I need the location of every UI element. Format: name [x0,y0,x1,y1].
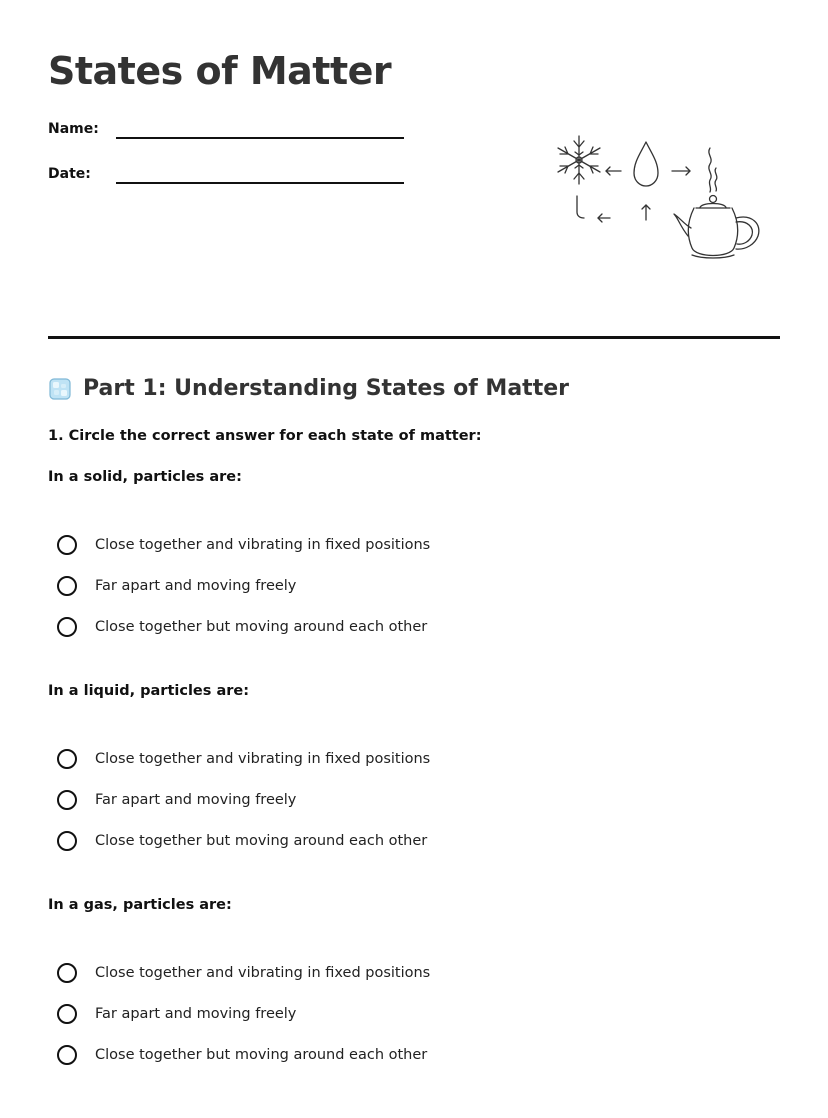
gas-option-2[interactable] [57,1001,296,1027]
gas-option-1[interactable] [57,960,430,986]
steam-icon [709,148,717,192]
option-text: Far apart and moving freely [95,1006,297,1022]
solid-option-3[interactable] [57,614,427,640]
solid-option-2[interactable] [57,573,296,599]
ice-cube-icon [48,377,72,401]
liquid-option-2[interactable] [57,787,296,813]
liquid-group-label: In a liquid, particles are: [48,683,250,699]
radio-circle[interactable] [57,963,77,983]
radio-circle[interactable] [57,1045,77,1065]
date-label: Date: [48,166,91,182]
arrow-left-icon [606,167,621,175]
option-text: Far apart and moving freely [95,792,297,808]
name-input-line[interactable] [116,137,404,139]
arrow-right-icon [672,167,690,175]
liquid-option-3[interactable] [57,828,427,854]
date-field[interactable] [48,158,408,188]
liquid-option-1[interactable] [57,746,430,772]
radio-circle[interactable] [57,1004,77,1024]
part1-title: Part 1: Understanding States of Matter [83,376,569,401]
date-input-line[interactable] [116,182,404,184]
part1-heading [48,372,569,406]
steaming-teapot-icon [674,196,759,259]
gas-option-3[interactable] [57,1042,427,1068]
option-text: Close together but moving around each other [95,1047,428,1063]
curve-arrow-icon [577,196,584,218]
option-text: Close together and vibrating in fixed positions [95,751,431,767]
water-cycle-illustration [552,128,766,268]
section-divider [48,336,780,339]
solid-group-label: In a solid, particles are: [48,469,242,485]
radio-circle[interactable] [57,576,77,596]
radio-circle[interactable] [57,790,77,810]
option-text: Close together but moving around each other [95,619,428,635]
radio-circle[interactable] [57,749,77,769]
solid-option-1[interactable] [57,532,430,558]
option-text: Close together and vibrating in fixed positions [95,537,431,553]
option-text: Far apart and moving freely [95,578,297,594]
water-drop-icon [634,142,658,186]
arrow-left-small-icon [598,214,610,222]
option-text: Close together and vibrating in fixed positions [95,965,431,981]
radio-circle[interactable] [57,617,77,637]
radio-circle[interactable] [57,831,77,851]
name-field[interactable] [48,113,408,143]
option-text: Close together but moving around each other [95,833,428,849]
snowflake-icon [558,136,600,184]
gas-group-label: In a gas, particles are: [48,897,232,913]
arrow-up-icon [642,205,650,220]
name-label: Name: [48,121,99,137]
page-title: States of Matter [48,49,392,93]
radio-circle[interactable] [57,535,77,555]
question-1: 1. Circle the correct answer for each state of matter: [48,428,482,444]
